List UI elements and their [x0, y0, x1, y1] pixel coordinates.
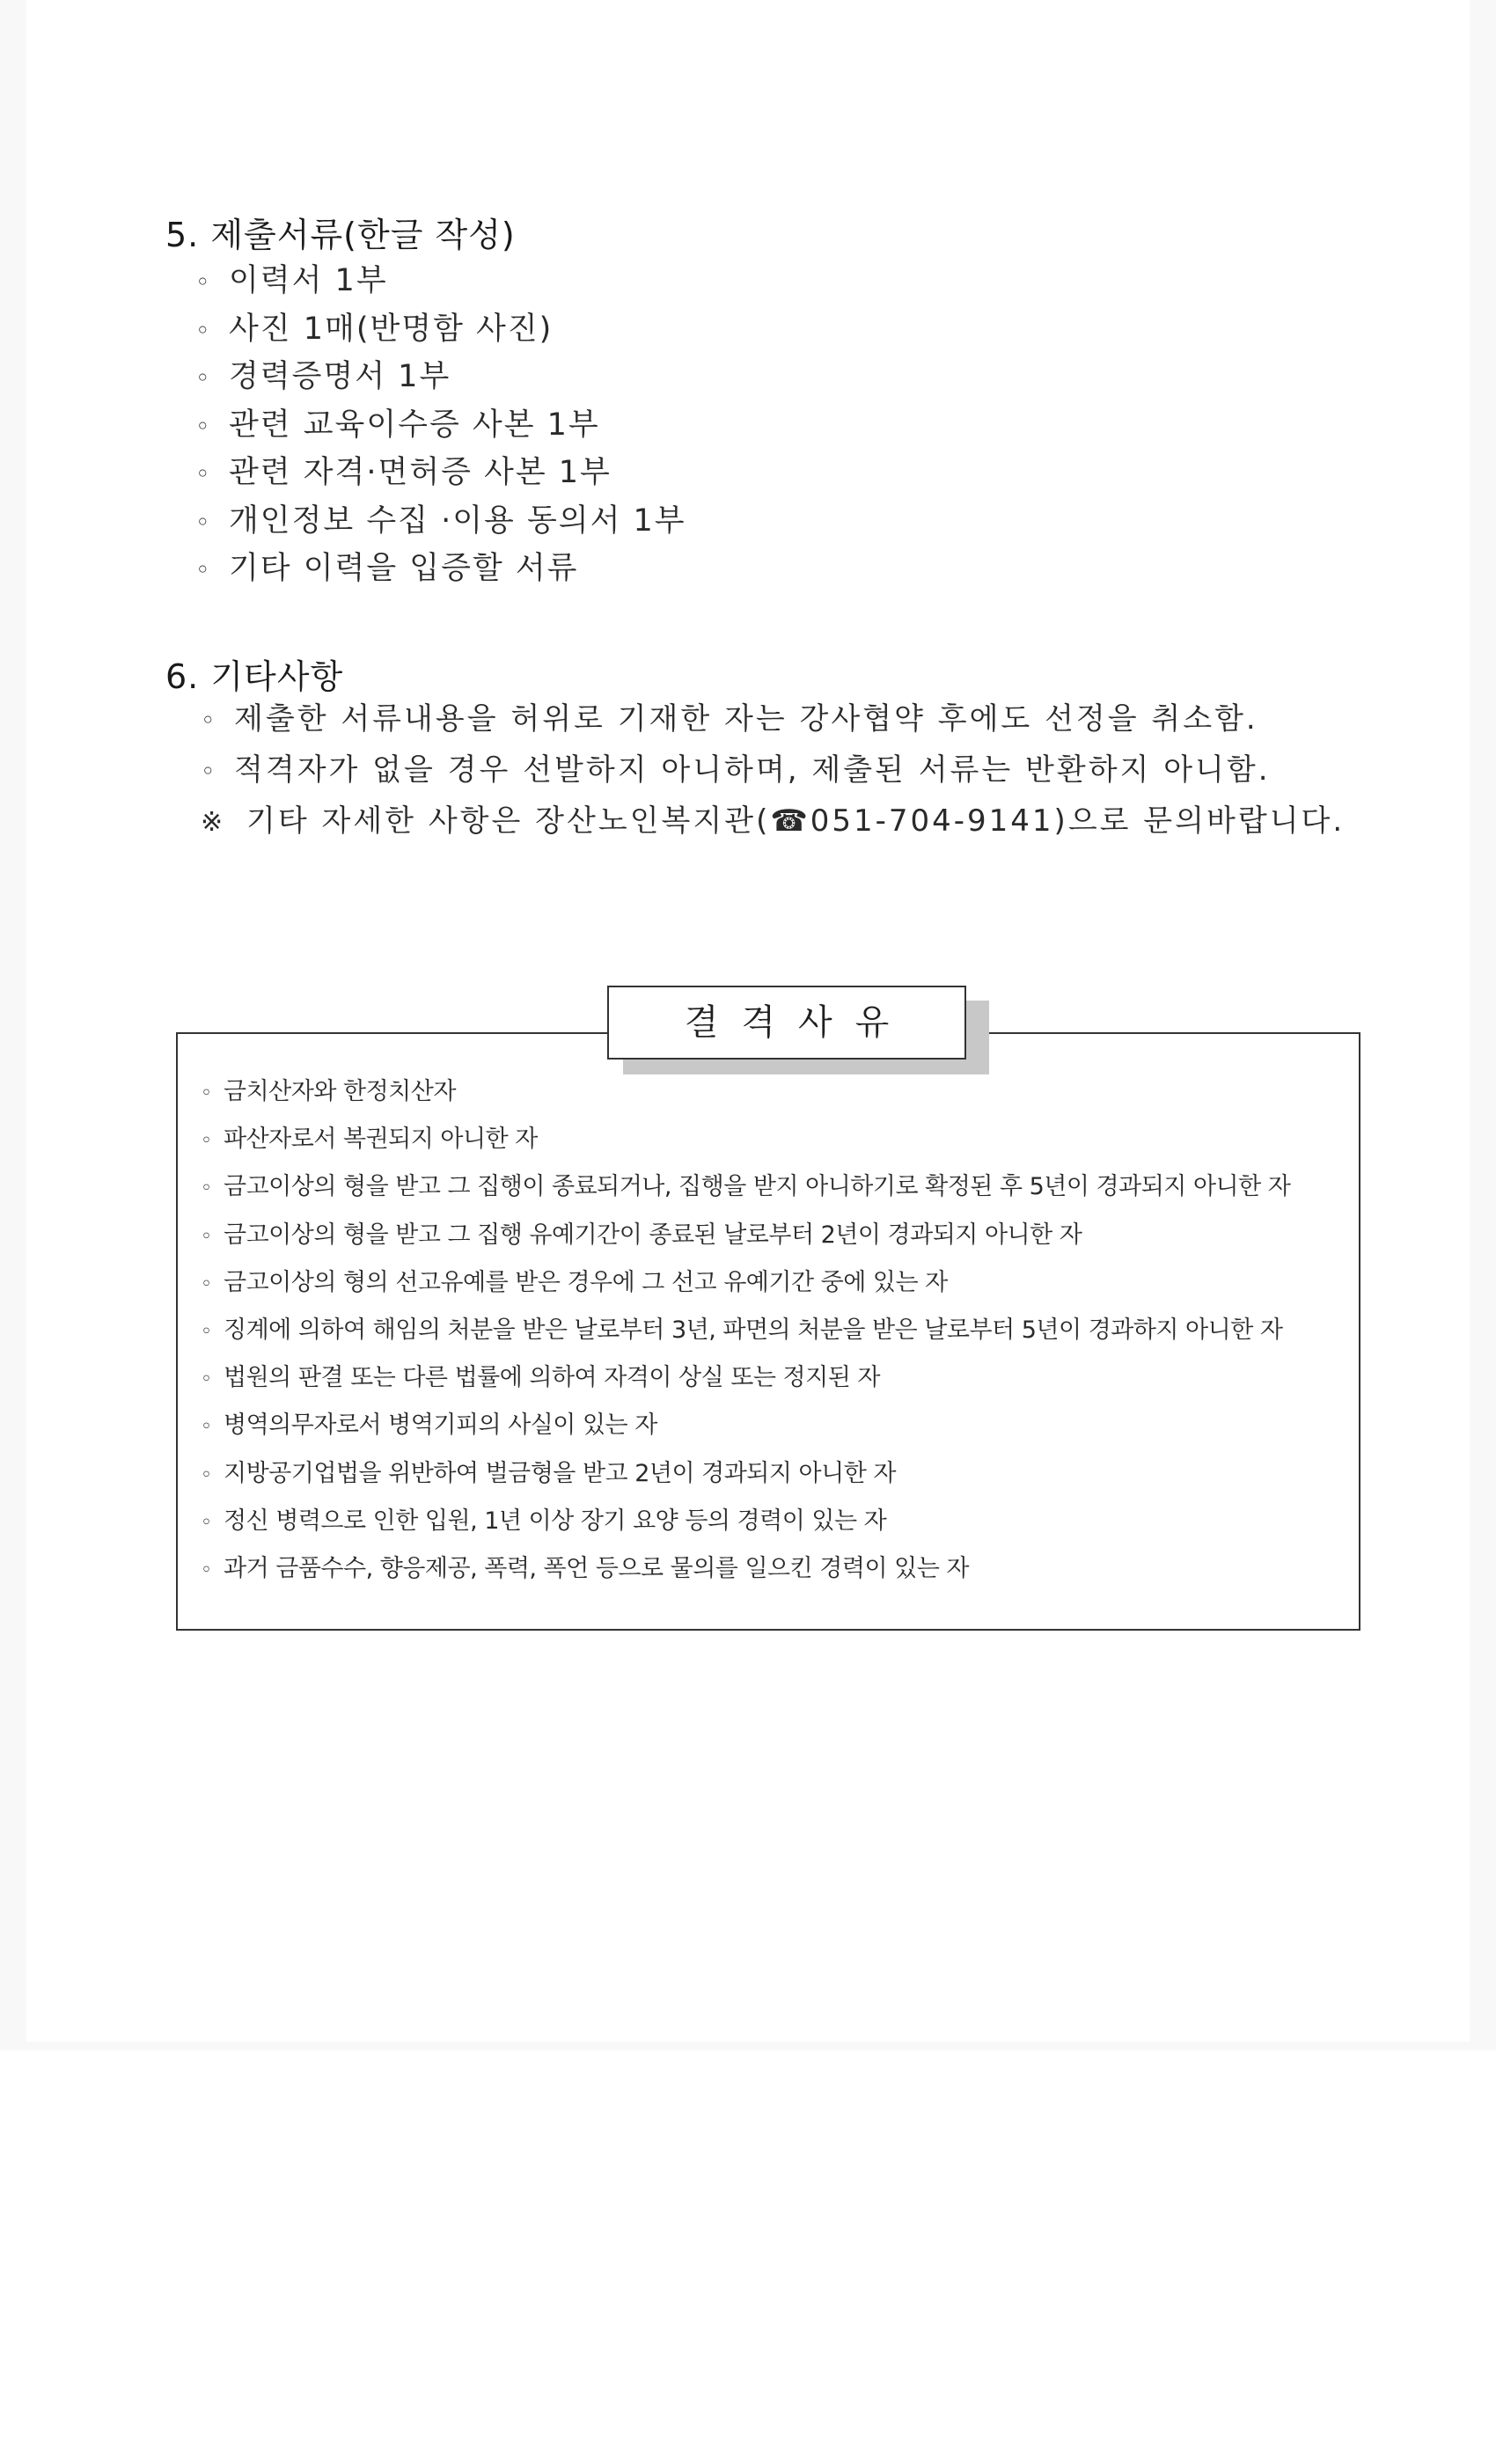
list-item-text: 병역의무자로서 병역기피의 사실이 있는 자 [224, 1412, 657, 1440]
list-item-text: 금고이상의 형을 받고 그 집행 유예기간이 종료된 날로부터 2년이 경과되지 아니한 자 [224, 1221, 1082, 1249]
contact-note [201, 796, 1345, 847]
bullet-icon: ◦ [195, 315, 212, 345]
list-item-text: 금치산자와 한정치산자 [224, 1078, 456, 1105]
bullet-icon: ◦ [201, 1463, 212, 1486]
list-item-text: 기타 이력을 입증할 서류 [229, 551, 579, 586]
list-item [201, 1402, 1290, 1449]
list-item [195, 257, 686, 305]
list-item-text: 정신 병력으로 인한 입원, 1년 이상 장기 요양 등의 경력이 있는 자 [224, 1507, 887, 1535]
list-item [195, 353, 686, 401]
bullet-icon: ◦ [201, 1082, 212, 1104]
bullet-icon: ◦ [195, 268, 212, 297]
bullet-icon: ◦ [201, 1320, 212, 1343]
list-item [201, 1116, 1290, 1163]
bullet-icon: ◦ [201, 1225, 212, 1248]
list-item-text: 과거 금품수수, 향응제공, 폭력, 폭언 등으로 물의를 일으킨 경력이 있는 자 [224, 1554, 969, 1582]
list-item [195, 497, 686, 546]
disqualification-list [201, 1068, 1290, 1593]
bullet-icon: ◦ [201, 1511, 212, 1534]
bullet-icon: ◦ [201, 1416, 212, 1439]
list-item [201, 1545, 1290, 1593]
list-item [201, 1068, 1290, 1116]
disqualification-title: 결격사유 [607, 986, 966, 1060]
bullet-icon: ◦ [201, 706, 218, 735]
list-item-text: 제출한 서류내용을 허위로 기재한 자는 강사협약 후에도 선정을 취소함. [234, 701, 1258, 737]
bullet-icon: ◦ [201, 1368, 212, 1391]
list-item [195, 449, 686, 497]
list-item-text: 금고이상의 형을 받고 그 집행이 종료되거나, 집행을 받지 아니하기로 확정된 후 5년이 경과되지 아니한 자 [224, 1173, 1291, 1201]
list-item-text: 법원의 판결 또는 다른 법률에 의하여 자격이 상실 또는 정지된 자 [224, 1364, 880, 1392]
list-item [201, 693, 1345, 744]
bullet-icon: ◦ [201, 1272, 212, 1295]
list-item [201, 1354, 1290, 1402]
list-item-text: 금고이상의 형의 선고유예를 받은 경우에 그 선고 유예기간 중에 있는 자 [224, 1268, 948, 1296]
bullet-icon: ◦ [201, 1558, 212, 1581]
list-item-text: 사진 1매(반명함 사진) [229, 311, 554, 347]
list-item [201, 1163, 1290, 1211]
list-item-text: 적격자가 없을 경우 선발하지 아니하며, 제출된 서류는 반환하지 아니함. [234, 752, 1271, 788]
list-item [195, 401, 686, 450]
list-item-text: 개인정보 수집 ·이용 동의서 1부 [229, 502, 686, 539]
required-documents-list [195, 257, 686, 593]
list-item-text: 이력서 1부 [229, 263, 388, 298]
bullet-icon: ◦ [195, 363, 212, 392]
bullet-icon: ◦ [201, 757, 218, 786]
section-6-title: 6. 기타사항 [165, 657, 344, 696]
list-item [201, 1450, 1290, 1498]
list-item [201, 1498, 1290, 1545]
list-item [195, 545, 686, 593]
bullet-icon: ◦ [195, 459, 212, 488]
contact-note-text: 기타 자세한 사항은 장산노인복지관(☎051-704-9141)으로 문의바랍니다. [246, 803, 1346, 839]
section-5-title: 5. 제출서류(한글 작성) [165, 216, 516, 254]
list-item [201, 744, 1345, 796]
other-notes-list [201, 693, 1345, 847]
list-item-text: 파산자로서 복권되지 아니한 자 [224, 1126, 538, 1154]
bullet-icon: ◦ [201, 1177, 212, 1200]
list-item-text: 관련 교육이수증 사본 1부 [229, 407, 600, 443]
list-item-text: 징계에 의하여 해임의 처분을 받은 날로부터 3년, 파면의 처분을 받은 날로부터 5년이 경과하지 아니한 자 [224, 1316, 1283, 1344]
bullet-icon: ◦ [195, 555, 212, 584]
bullet-icon: ◦ [195, 411, 212, 441]
list-item [195, 305, 686, 354]
bullet-icon: ◦ [201, 1130, 212, 1153]
list-item-text: 경력증명서 1부 [229, 359, 451, 394]
list-item [201, 1307, 1290, 1354]
list-item-text: 관련 자격·면허증 사본 1부 [229, 455, 612, 490]
list-item-text: 지방공기업법을 위반하여 벌금형을 받고 2년이 경과되지 아니한 자 [224, 1459, 896, 1487]
bullet-icon: ◦ [195, 507, 212, 537]
reference-mark-icon: ※ [201, 807, 226, 838]
list-item [201, 1212, 1290, 1259]
list-item [201, 1259, 1290, 1307]
